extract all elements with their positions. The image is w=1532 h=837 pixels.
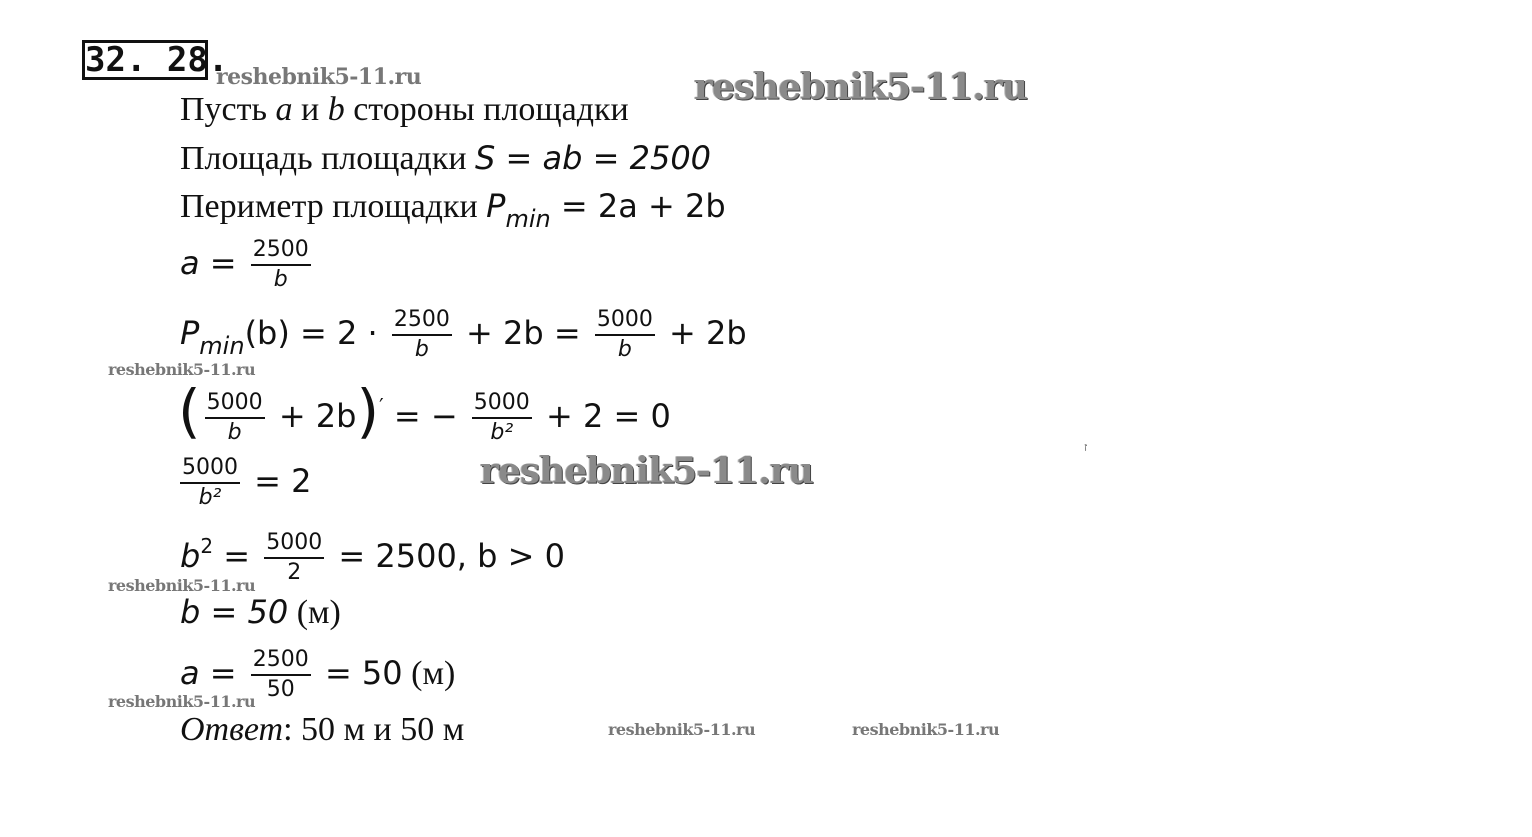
watermark-top-big: reshebnik5-11.ru xyxy=(694,66,1027,108)
answer-label: Ответ xyxy=(180,711,284,748)
watermark-bottom-2: reshebnik5-11.ru xyxy=(852,720,1000,739)
line-perimeter-function: $P_{min}(b) = 2$ · $\frac{2500}{b}$ + 2b = $\frac{5000}{b}$ + 2b xyxy=(180,307,747,362)
line-perimeter: Периметр площадки $P_{min} = 2a + 2b$ xyxy=(180,187,726,233)
watermark-top-small: reshebnik5-11.ru xyxy=(216,64,422,90)
line-sides: Пусть a и b стороны площадки xyxy=(180,91,629,128)
watermark-bottom-1: reshebnik5-11.ru xyxy=(608,720,756,739)
line-a-value: a = $\frac{2500}{50}$ = 50 (м) xyxy=(180,647,456,702)
problem-number: 32. 28. xyxy=(82,40,208,80)
stray-mark: ז xyxy=(1084,440,1088,454)
line-ratio: $\frac{5000}{\text{b²}}$ = 2 xyxy=(182,455,312,510)
answer-line: Ответ: 50 м и 50 м xyxy=(180,711,465,748)
line-derivative: ( $\frac{5000}{b}$ + 2b)′ = − $\frac{5000}{\text{b²}}$ + 2 = 0 xyxy=(178,377,671,445)
line-a-expression: a = $\frac{2500}{b}$ xyxy=(180,237,309,292)
line-b-value: b = 50 (м) xyxy=(180,593,341,631)
watermark-middle-big: reshebnik5-11.ru xyxy=(480,450,813,492)
line-b-squared: $b^2$ = $\frac{5000}{2}$ = 2500, b > 0 xyxy=(180,530,565,585)
watermark-left-2: reshebnik5-11.ru xyxy=(108,576,256,595)
line-area: Площадь площадки S = ab = 2500 xyxy=(180,139,712,177)
watermark-left-3: reshebnik5-11.ru xyxy=(108,692,256,711)
watermark-left-1: reshebnik5-11.ru xyxy=(108,360,256,379)
